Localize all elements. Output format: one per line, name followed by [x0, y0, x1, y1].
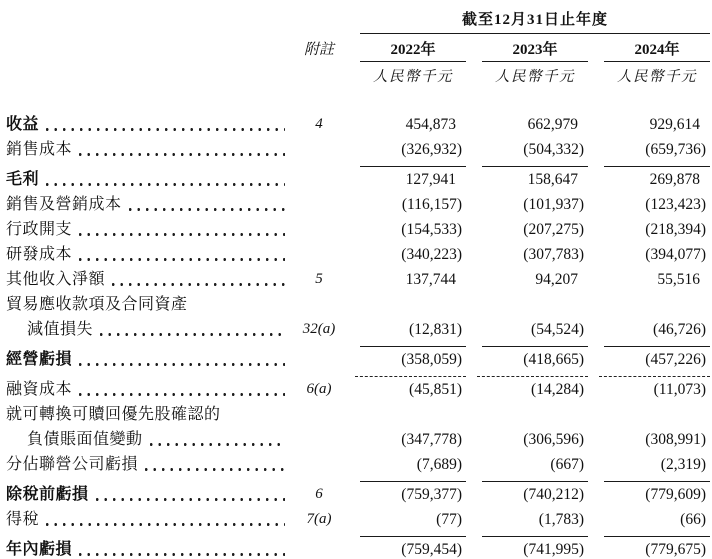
dot-leader [96, 498, 285, 501]
dot-leader [79, 153, 285, 156]
note-ref: 4 [315, 116, 323, 132]
row-gross-profit [6, 167, 710, 192]
row-loss-before-taxation [6, 482, 710, 507]
value-2023: (54,524) [531, 321, 584, 338]
value-2023: (1,783) [538, 511, 584, 528]
value-2023: (504,332) [523, 141, 584, 158]
row-cost-of-sales [6, 137, 710, 162]
statement-body [6, 112, 710, 559]
value-2022: 454,873 [405, 116, 456, 133]
row-selling-marketing-costs [6, 192, 710, 217]
value-2024: (659,736) [645, 141, 706, 158]
row-label: 分佔聯營公司虧損 [6, 456, 139, 473]
header-year-row [6, 34, 710, 62]
row-label: 得稅 [6, 511, 40, 528]
value-2023: 158,647 [527, 171, 578, 188]
value-2022: (77) [436, 511, 462, 528]
row-label: 銷售成本 [6, 141, 73, 158]
row-other-net-income [6, 267, 710, 292]
value-2024: 269,878 [649, 171, 700, 188]
value-2023: (207,275) [523, 221, 584, 238]
value-2023: (307,783) [523, 246, 584, 263]
row-impairment-losses-line1 [6, 292, 710, 317]
value-2022: (358,059) [401, 351, 462, 368]
value-2024: (2,319) [660, 456, 706, 473]
value-2022: (7,689) [416, 456, 462, 473]
row-label: 就可轉換可贖回優先股確認的 [6, 406, 221, 423]
row-label: 負債賬面值變動 [27, 431, 143, 448]
row-label: 其他收入淨額 [6, 271, 106, 288]
value-2022: (154,533) [401, 221, 462, 238]
value-2023: (306,596) [523, 431, 584, 448]
row-income-tax [6, 507, 710, 532]
value-2022: (340,223) [401, 246, 462, 263]
value-2022: 137,744 [405, 271, 456, 288]
row-label: 年內虧損 [6, 541, 73, 558]
dot-leader [79, 393, 285, 396]
year-header-2022: 2022年 [360, 34, 466, 62]
row-label: 減值損失 [27, 321, 94, 338]
dot-leader [150, 443, 285, 446]
value-2022: (12,831) [409, 321, 462, 338]
dot-leader [145, 468, 285, 471]
row-label: 毛利 [6, 171, 40, 188]
row-preferred-shares-line2 [6, 427, 710, 452]
value-2024: (123,423) [645, 196, 706, 213]
value-2024: (66) [680, 511, 706, 528]
header-unit-row [6, 62, 710, 86]
value-2022: (759,454) [401, 541, 462, 558]
dot-leader [46, 183, 285, 186]
value-2024: (308,991) [645, 431, 706, 448]
value-2024: (394,077) [645, 246, 706, 263]
year-header-2024: 2024年 [604, 34, 710, 62]
row-rd-costs [6, 242, 710, 267]
row-preferred-shares-line1 [6, 402, 710, 427]
currency-unit-2023: 人民幣千元 [495, 69, 575, 85]
value-2024: (218,394) [645, 221, 706, 238]
row-share-of-losses-of-associates [6, 452, 710, 477]
row-label: 銷售及營銷成本 [6, 196, 122, 213]
dot-leader [100, 333, 285, 336]
notes-column-header: 附註 [303, 42, 334, 58]
row-label: 融資成本 [6, 381, 73, 398]
dot-leader [46, 128, 285, 131]
note-ref: 5 [315, 271, 323, 287]
row-impairment-losses-line2 [6, 317, 710, 342]
value-2022: (347,778) [401, 431, 462, 448]
dot-leader [79, 363, 285, 366]
value-2024: (779,609) [645, 486, 706, 503]
value-2024: 55,516 [657, 271, 700, 288]
row-label: 收益 [6, 116, 40, 133]
row-revenue [6, 112, 710, 137]
value-2023: (741,995) [523, 541, 584, 558]
dot-leader [129, 208, 285, 211]
value-2023: (101,937) [523, 196, 584, 213]
value-2022: (759,377) [401, 486, 462, 503]
value-2022: 127,941 [405, 171, 456, 188]
dot-leader [79, 258, 285, 261]
value-2022: (45,851) [409, 381, 462, 398]
value-2024: (779,675) [645, 541, 706, 558]
value-2023: (14,284) [531, 381, 584, 398]
value-2022: (116,157) [401, 196, 462, 213]
value-2023: (740,212) [523, 486, 584, 503]
dot-leader [46, 523, 285, 526]
currency-unit-2022: 人民幣千元 [373, 69, 453, 85]
row-loss-for-the-year [6, 537, 710, 559]
row-label: 貿易應收款項及合同資產 [6, 296, 188, 313]
value-2023: 662,979 [527, 116, 578, 133]
value-2023: (418,665) [523, 351, 584, 368]
value-2023: (667) [550, 456, 584, 473]
row-label: 除稅前虧損 [6, 486, 89, 503]
value-2022: (326,932) [401, 141, 462, 158]
note-ref: 7(a) [306, 511, 332, 527]
dot-leader [79, 233, 285, 236]
row-administrative-expenses [6, 217, 710, 242]
value-2024: (11,073) [653, 381, 706, 398]
note-ref: 6 [315, 486, 323, 502]
period-title: 截至12月31日止年度 [360, 8, 710, 34]
year-header-2023: 2023年 [482, 34, 588, 62]
row-finance-costs [6, 377, 710, 402]
note-ref: 6(a) [306, 381, 332, 397]
header-period-row [6, 8, 710, 34]
currency-unit-2024: 人民幣千元 [617, 69, 697, 85]
dot-leader [79, 553, 285, 556]
value-2023: 94,207 [535, 271, 578, 288]
row-label: 經營虧損 [6, 351, 73, 368]
row-operating-loss [6, 347, 710, 372]
dot-leader [112, 283, 285, 286]
row-label: 研發成本 [6, 246, 73, 263]
row-label: 行政開支 [6, 221, 73, 238]
value-2024: (46,726) [653, 321, 706, 338]
value-2024: (457,226) [645, 351, 706, 368]
value-2024: 929,614 [649, 116, 700, 133]
note-ref: 32(a) [302, 321, 336, 337]
